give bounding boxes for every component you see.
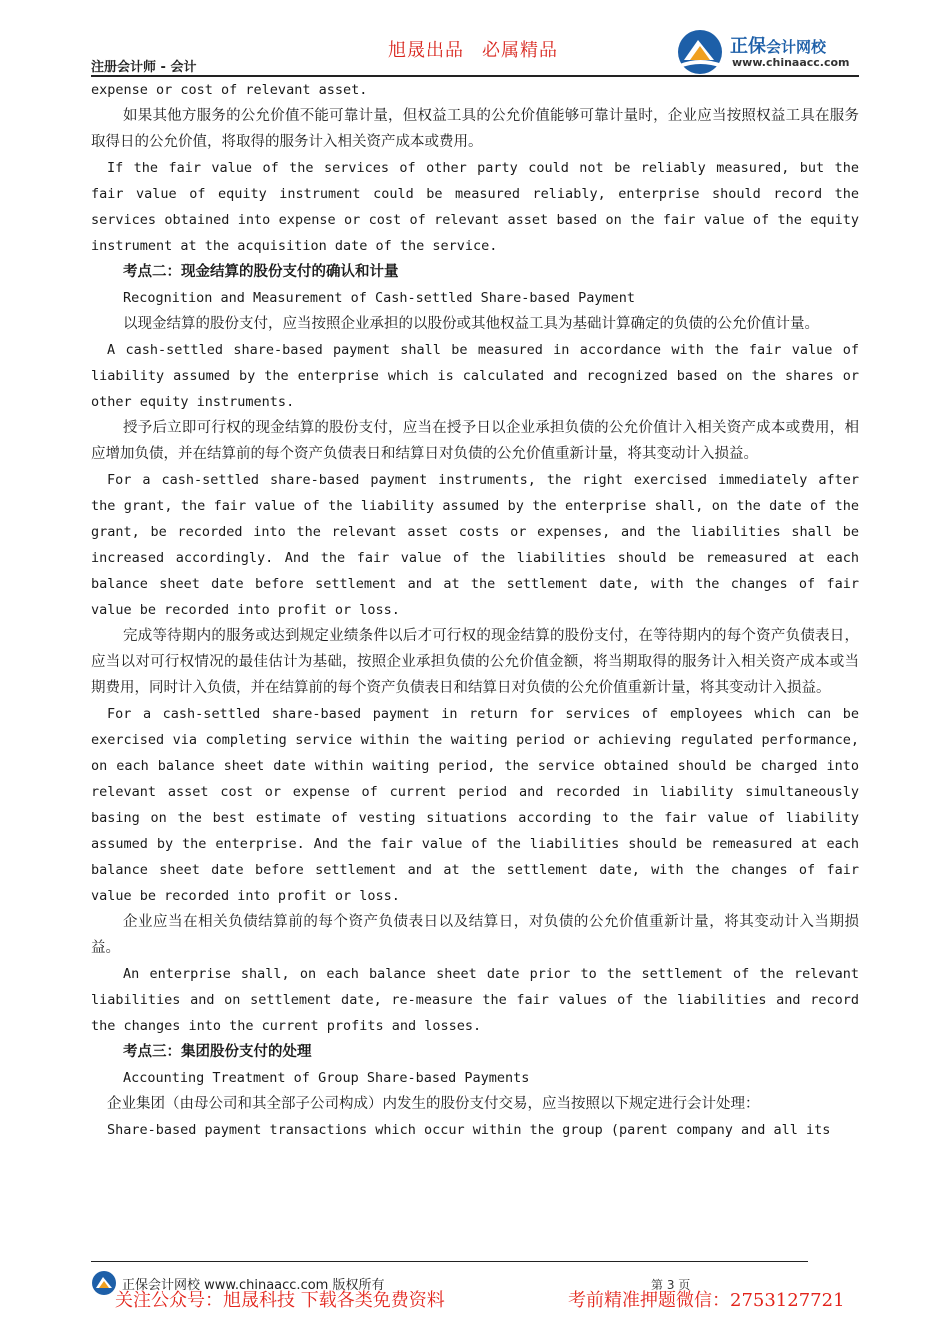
- paragraph-en: An enterprise shall, on each balance sheet date prior to the settlement of the relevant liabilities and on settlement date, re-measure the fair values of the liabilities and record the changes into the current profits and losses.: [91, 966, 859, 1034]
- paragraph-en: If the fair value of the services of other party could not be reliably measured, but the fair value of equity instrument could be measured reliably, enterprise should record the services obtained into expense or cost of relevant asset based on the fair value of the equity instrument at the acquisition date of the service.: [91, 160, 859, 254]
- chinaacc-logo: [676, 28, 866, 76]
- footer-copyright: 正保会计网校 www.chinaacc.com 版权所有: [122, 1278, 385, 1293]
- paragraph-cn: 完成等待期内的服务或达到规定业绩条件以后才可行权的现金结算的股份支付，在等待期内的每个资产负债表日，应当以对可行权情况的最佳估计为基础，按照企业承担负债的公允价值金额，将当期取得的服务计入相关资产成本或当期费用，同时计入负债，并在结算前的每个资产负债表日和结算日对负债的公允价值重新计量，将其变动计入损益。: [91, 628, 859, 696]
- document-body: [91, 77, 859, 1143]
- paragraph-en: expense or cost of relevant asset.: [91, 82, 368, 98]
- section-heading-en: Recognition and Measurement of Cash-settled Share-based Payment: [123, 290, 636, 306]
- section-heading-cn: 考点二：现金结算的股份支付的确认和计量: [123, 264, 399, 280]
- logo-name: [730, 32, 826, 58]
- paragraph-en: For a cash-settled share-based payment instruments, the right exercised immediately after the grant, the fair value of the liability assumed by the enterprise shall, on the date of the grant, be recorded into the relevant asset costs or expenses, and the liabilities shall be increased accordingly. And the fair value of the liabilities should be remeasured at each balance sheet date before settlement and at the settlement date, with the changes of fair value be recorded into profit or loss.: [91, 472, 859, 618]
- paragraph-cn: 如果其他方服务的公允价值不能可靠计量，但权益工具的公允价值能够可靠计量时，企业应当按照权益工具在服务取得日的公允价值，将取得的服务计入相关资产成本或费用。: [91, 108, 859, 150]
- slogan-part-1: 旭晟出品: [388, 40, 464, 61]
- logo-url: www.chinaacc.com: [732, 56, 850, 69]
- page-number: 第 3 页: [651, 1278, 691, 1292]
- watermark-left: 关注公众号：旭晟科技 下载各类免费资料: [115, 1290, 445, 1311]
- section-heading-en: Accounting Treatment of Group Share-based Payments: [123, 1070, 530, 1086]
- slogan-part-2: 必属精品: [482, 40, 558, 61]
- paragraph-cn: 以现金结算的股份支付，应当按照企业承担的以股份或其他权益工具为基础计算确定的负债的公允价值计量。: [123, 316, 819, 332]
- logo-name-suffix: 会计网校: [766, 38, 827, 56]
- paragraph-cn: 授予后立即可行权的现金结算的股份支付，应当在授予日以企业承担负债的公允价值计入相关资产成本或费用，相应增加负债，并在结算前的每个资产负债表日和结算日对负债的公允价值重新计量，将其变动计入损益。: [91, 420, 859, 462]
- paragraph-en: For a cash-settled share-based payment in return for services of employees which can be exercised via completing service within the waiting period or achieving regulated performance, on each balance sheet date within waiting period, the service obtained should be charged into relevant asset cost or expense of current period and recorded in liability simultaneously basing on the best estimate of vesting situations according to the fair value of liability assumed by the enterprise. And the fair value of the liabilities should be remeasured at each balance sheet date before settlement and at the settlement date, with the changes of fair value be recorded into profit or loss.: [91, 706, 859, 904]
- paragraph-en: A cash-settled share-based payment shall be measured in accordance with the fair value of liability assumed by the enterprise which is calculated and recognized based on the shares or other equity instruments.: [91, 342, 859, 410]
- paragraph-cn: 企业应当在相关负债结算前的每个资产负债表日以及结算日，对负债的公允价值重新计量，将其变动计入当期损益。: [91, 914, 859, 956]
- paragraph-en: Share-based payment transactions which occur within the group (parent company and all its: [107, 1122, 831, 1138]
- footer-divider: [91, 1261, 808, 1262]
- header-slogan: [388, 36, 558, 62]
- logo-name-main: 正保: [730, 36, 766, 57]
- paragraph-cn: 企业集团（由母公司和其全部子公司构成）内发生的股份支付交易，应当按照以下规定进行会计处理：: [107, 1096, 760, 1112]
- course-title: 注册会计师 - 会计: [91, 60, 197, 75]
- section-heading-cn: 考点三：集团股份支付的处理: [123, 1044, 312, 1060]
- footer-logo-icon: [91, 1270, 117, 1296]
- logo-emblem-icon: [676, 28, 726, 76]
- watermark-right: 考前精准押题微信：2753127721: [568, 1290, 845, 1311]
